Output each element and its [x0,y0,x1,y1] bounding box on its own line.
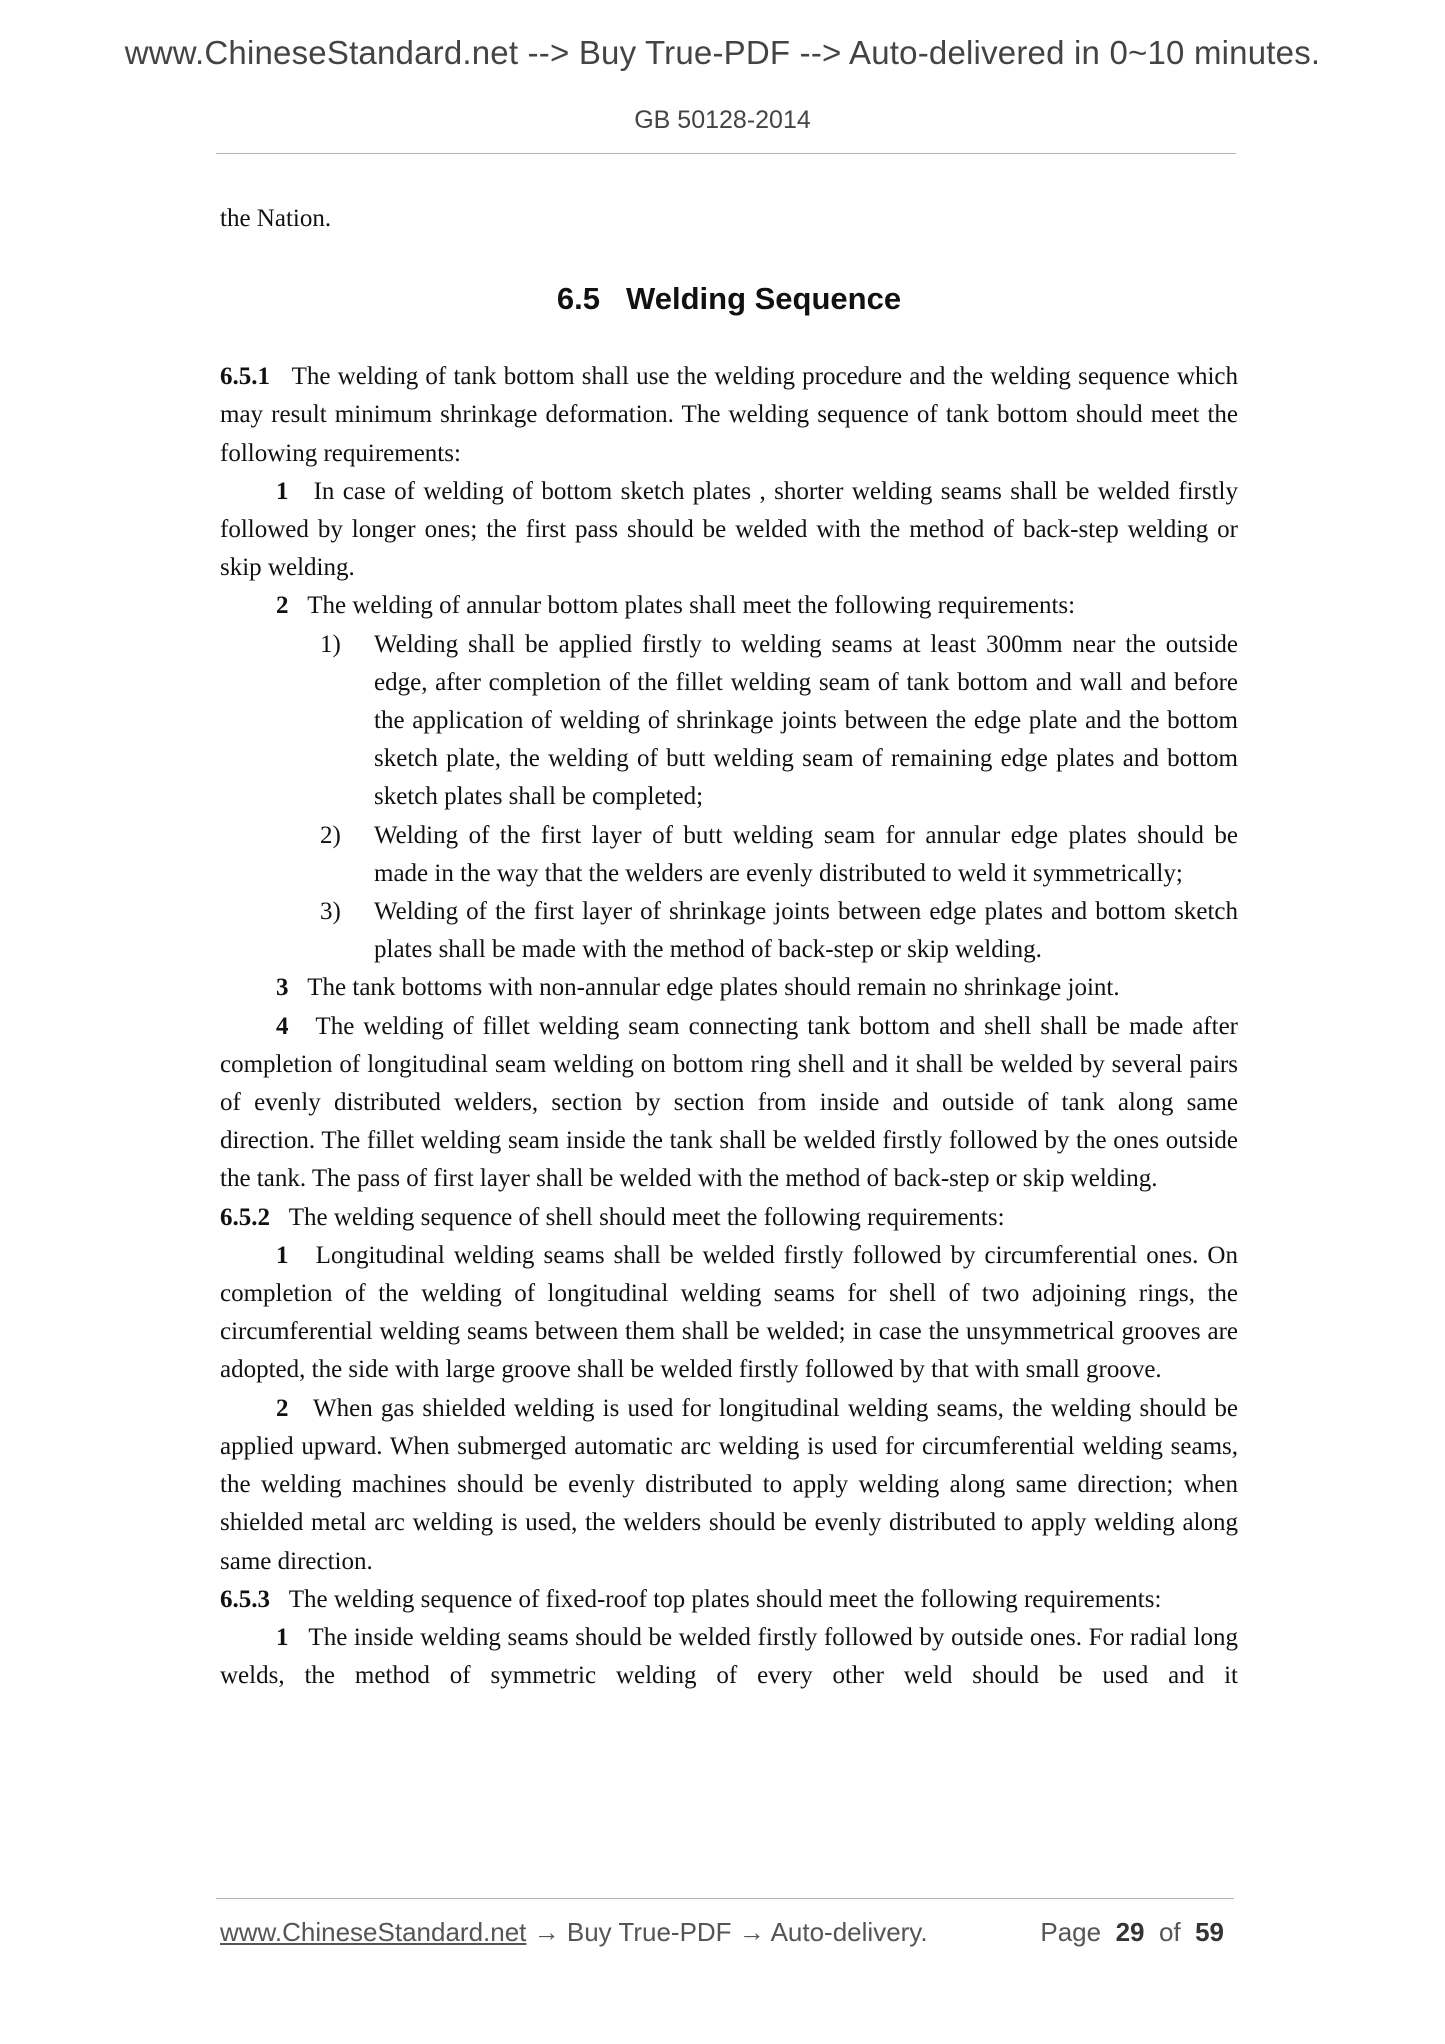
item-number: 1 [276,1241,289,1269]
item-text: Longitudinal welding seams shall be welded firstly followed by circumferential ones. On completion of the welding of longitudinal welding seams for shell of two adjoining rings, the circumferential welding seams between them shall be welded; in case the unsymmetrical grooves are adopted, the side with large groove shall be welded firstly followed by that with small groove. [220,1241,1238,1384]
clause-text: The welding sequence of shell should meet the following requirements: [288,1203,1005,1231]
clause-subitem [220,817,1238,893]
site-banner: www.ChineseStandard.net --> Buy True-PDF --> Auto-delivered in 0~10 minutes. [124,34,1321,71]
clause-item [220,587,1238,625]
clause-number: 6.5.1 [220,363,270,391]
clause-item [220,1008,1238,1199]
item-text: The welding of annular bottom plates shall meet the following requirements: [307,592,1076,620]
section-heading [220,280,1238,318]
footer-site-link[interactable]: www.ChineseStandard.net [220,1917,527,1947]
clause-number: 6.5.2 [220,1203,270,1231]
clause-6-5-2 [220,1199,1238,1237]
clause-subitem [220,893,1238,969]
clause-subitem [220,626,1238,817]
standard-number: GB 50128-2014 [634,106,811,134]
subitem-text: Welding of the first layer of shrinkage joints between edge plates and bottom sketch plates shall be made with the method of back-step or skip welding. [374,898,1238,964]
page-total: 59 [1195,1917,1224,1947]
subitem-number: 1) [320,630,341,658]
page-indicator [1040,1917,1224,1948]
page-label: Page [1040,1917,1102,1947]
subitem-text: Welding of the first layer of butt welding seam for annular edge plates should be made in the way that the welders are evenly distributed to weld it symmetrically; [374,821,1238,887]
item-number: 1 [276,1623,289,1651]
header-divider [216,153,1236,154]
item-text: The tank bottoms with non-annular edge plates should remain no shrinkage joint. [307,974,1120,1002]
item-number: 1 [276,477,289,505]
document-body [220,200,1238,1695]
item-text: When gas shielded welding is used for longitudinal welding seams, the welding should be applied upward. When submerged automatic arc welding is used for circumferential welding seams, the welding machines should be evenly distributed to apply welding along same direction; when shielded metal arc welding is used, the welders should be evenly distributed to apply welding along same direction. [220,1394,1238,1575]
clause-item [220,473,1238,588]
section-title: Welding Sequence [626,281,902,317]
page-footer [220,1917,1240,1957]
clause-text: The welding sequence of fixed-roof top plates should meet the following requirements: [288,1585,1162,1613]
clause-item [220,1390,1238,1581]
clause-item [220,969,1238,1007]
clause-6-5-1 [220,358,1238,473]
clause-item [220,1237,1238,1390]
clause-number: 6.5.3 [220,1585,270,1613]
subitem-number: 2) [320,821,341,849]
subitem-text: Welding shall be applied firstly to welding seams at least 300mm near the outside edge, after completion of the fillet welding seam of tank bottom and wall and before the application of welding of shrinkage joints between the edge plate and the bottom sketch plate, the welding of butt welding seam of remaining edge plates and bottom sketch plates shall be completed; [374,630,1238,811]
page-of: of [1158,1917,1181,1947]
page-current: 29 [1115,1917,1145,1947]
clause-item [220,1619,1238,1695]
item-text: In case of welding of bottom sketch plates , shorter welding seams shall be welded firstly followed by longer ones; the first pass should be welded with the method of back-step welding or skip welding. [220,477,1239,582]
clause-6-5-3 [220,1581,1238,1619]
footer-divider [216,1898,1234,1899]
carry-over-text: the Nation. [220,205,332,232]
item-text: The inside welding seams should be welded firstly followed by outside ones. For radial long welds, the method of symmetric welding of every other weld should be used and it [220,1623,1238,1690]
section-number: 6.5 [556,281,601,317]
item-number: 2 [276,592,289,620]
subitem-number: 3) [320,898,341,926]
item-number: 2 [276,1394,289,1422]
item-text: The welding of fillet welding seam connecting tank bottom and shell shall be made after completion of longitudinal seam welding on bottom ring shell and it shall be welded by several pairs of evenly distributed welders, section by section from inside and outside of tank along same direction. The fillet welding seam inside the tank shall be welded firstly followed by the ones outside the tank. The pass of first layer shall be welded with the method of back-step or skip welding. [220,1012,1238,1193]
clause-text: The welding of tank bottom shall use the welding procedure and the welding sequence which may result minimum shrinkage deformation. The welding sequence of tank bottom should meet the following requirements: [220,363,1238,467]
footer-tagline: → Buy True-PDF → Auto-delivery. [526,1917,928,1947]
item-number: 4 [276,1012,289,1040]
item-number: 3 [276,974,289,1002]
